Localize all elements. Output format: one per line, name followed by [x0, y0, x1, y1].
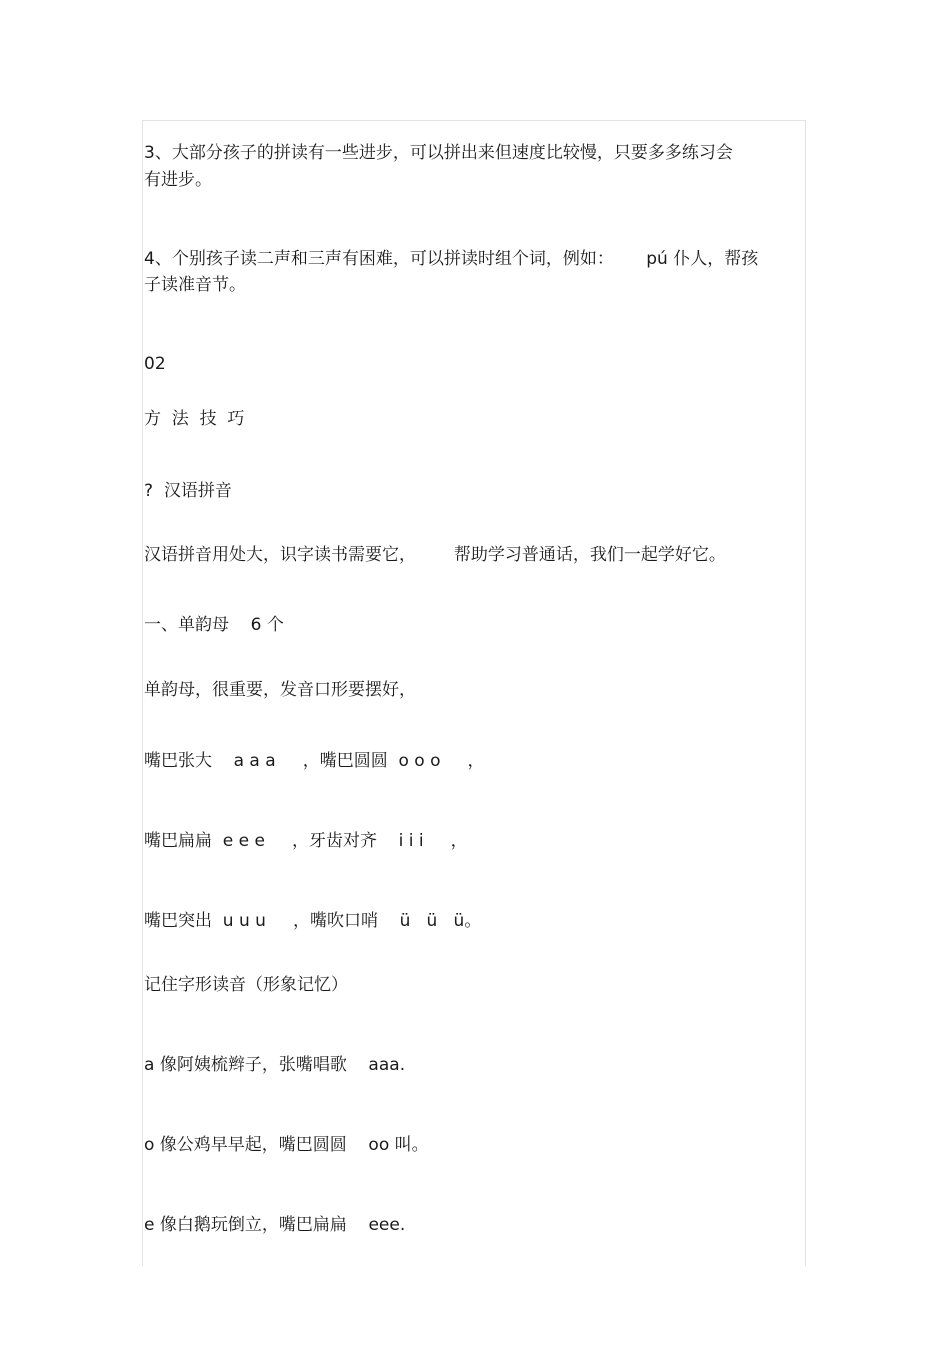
paragraph-4-line-1: 4、个别孩子读二声和三声有困难，可以拼读时组个词，例如： pú 仆人，帮孩 [144, 249, 759, 269]
rhyme-line-2: 嘴巴扁扁 e e e ，牙齿对齐 i i i ， [144, 831, 468, 851]
rhyme-line-3: 嘴巴突出 u u u ，嘴吹口哨 ü ü ü。 [144, 911, 482, 931]
rhyme-line-1: 嘴巴张大 a a a ，嘴巴圆圆 o o o ， [144, 751, 485, 771]
memory-e: e 像白鹅玩倒立，嘴巴扁扁 eee. [144, 1215, 406, 1235]
paragraph-3-line-2: 有进步。 [144, 170, 212, 190]
memory-a: a 像阿姨梳辫子，张嘴唱歌 aaa. [144, 1055, 406, 1075]
heading-single-finals: 一、单韵母 6 个 [144, 615, 284, 635]
rhyme-intro: 单韵母，很重要，发音口形要摆好， [144, 680, 416, 700]
subheading: ? 汉语拼音 [144, 481, 232, 501]
section-number: 02 [144, 354, 166, 374]
paragraph-4-line-2: 子读准音节。 [144, 275, 246, 295]
memory-o: o 像公鸡早早起，嘴巴圆圆 oo 叫。 [144, 1135, 429, 1155]
memory-heading: 记住字形读音（形象记忆） [144, 975, 348, 995]
section-title: 方 法 技 巧 [144, 409, 245, 429]
paragraph-3-line-1: 3、大部分孩子的拼读有一些进步，可以拼出来但速度比较慢，只要多多练习会 [144, 143, 733, 163]
intro-text: 汉语拼音用处大，识字读书需要它， 帮助学习普通话，我们一起学好它。 [144, 545, 726, 565]
